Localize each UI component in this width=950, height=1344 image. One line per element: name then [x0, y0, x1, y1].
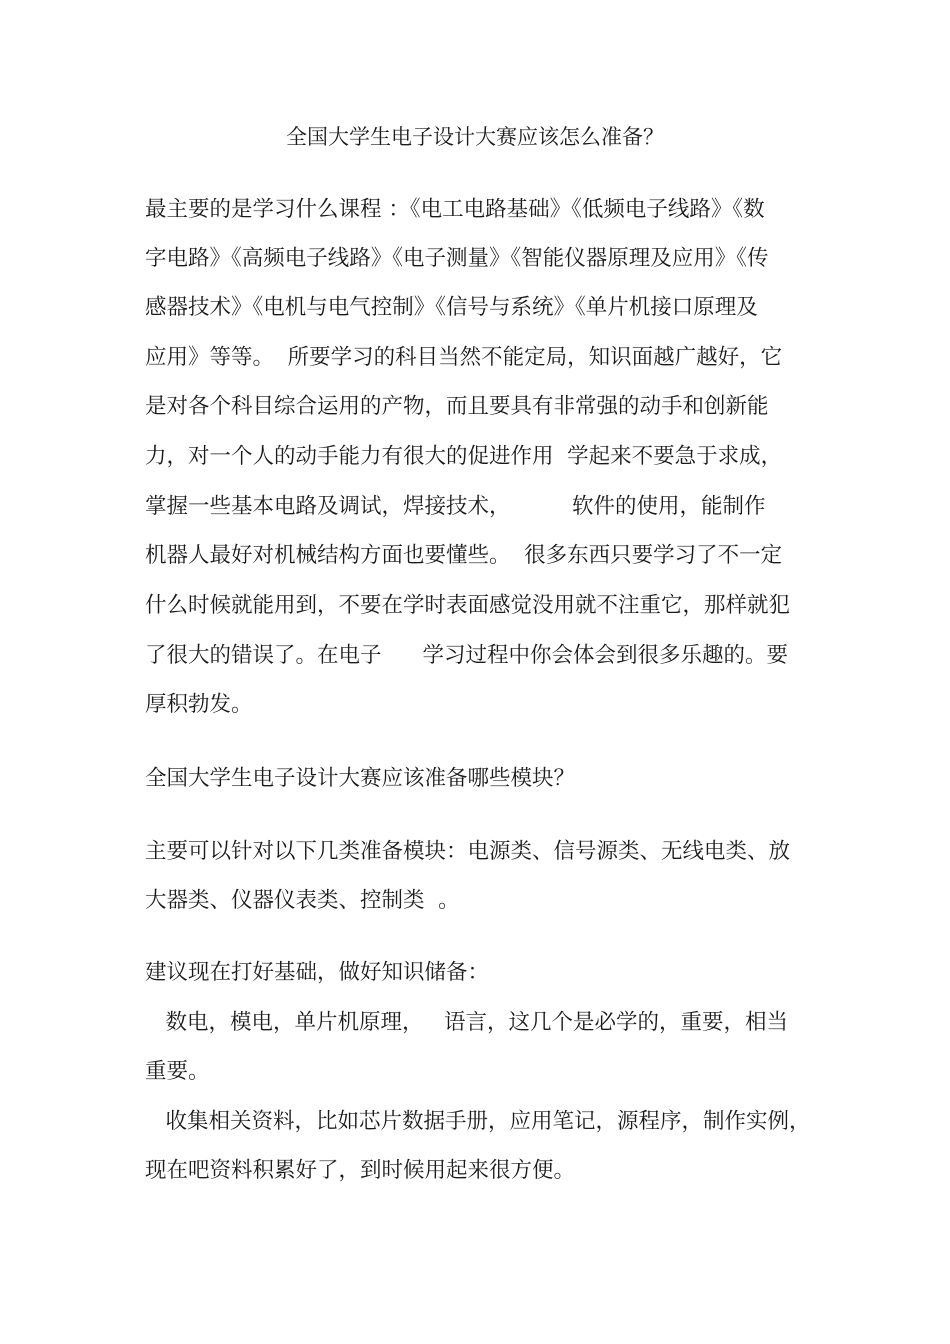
paragraph-line: 重要。	[145, 1059, 210, 1084]
paragraph-line: 最主要的是学习什么课程 ：《电工电路基础》《低频电子线路》《数	[145, 197, 765, 222]
paragraph-line: 大器类、仪器仪表类、控制类 。	[145, 888, 460, 913]
paragraph-line: 掌握一些基本电路及调试，焊接技术， 软件的使用，能制作	[145, 494, 766, 519]
document-title: 全国大学生电子设计大赛应该怎么准备？	[286, 125, 664, 149]
paragraph-line: 机器人最好对机械结构方面也要懂些。 很多东西只要学习了不一定	[145, 543, 783, 568]
paragraph-line: 是对各个科目综合运用的产物，而且要具有非常强的动手和创新能	[145, 394, 769, 419]
paragraph-line: 了很大的错误了。在电子 学习过程中你会体会到很多乐趣的。要	[145, 643, 789, 668]
paragraph-line: 主要可以针对以下几类准备模块：电源类、信号源类、无线电类、放	[145, 839, 791, 864]
advice-intro: 建议现在打好基础，做好知识储备：	[145, 960, 490, 985]
section-heading: 全国大学生电子设计大赛应该准备哪些模块？	[145, 766, 576, 791]
paragraph-line: 力，对一个人的动手能力有很大的促进作用 学起来不要急于求成，	[145, 444, 783, 469]
paragraph-line: 现在吧资料积累好了，到时候用起来很方便。	[145, 1158, 576, 1183]
paragraph-line: 收集相关资料，比如芯片数据手册，应用笔记，源程序，制作实例，	[145, 1109, 811, 1134]
paragraph-line: 数电，模电，单片机原理， 语言，这几个是必学的，重要，相当	[145, 1010, 789, 1035]
paragraph-line: 应用》等等。 所要学习的科目当然不能定局，知识面越广越好，它	[145, 345, 783, 370]
paragraph-line: 什么时候就能用到，不要在学时表面感觉没用就不注重它，那样就犯	[145, 593, 791, 618]
paragraph-line: 感器技术》《电机与电气控制》《信号与系统》《单片机接口原理及	[145, 295, 758, 320]
paragraph-line: 厚积勃发。	[145, 692, 253, 717]
paragraph-line: 字电路》《高频电子线路》《电子测量》《智能仪器原理及应用》《传	[145, 246, 769, 271]
